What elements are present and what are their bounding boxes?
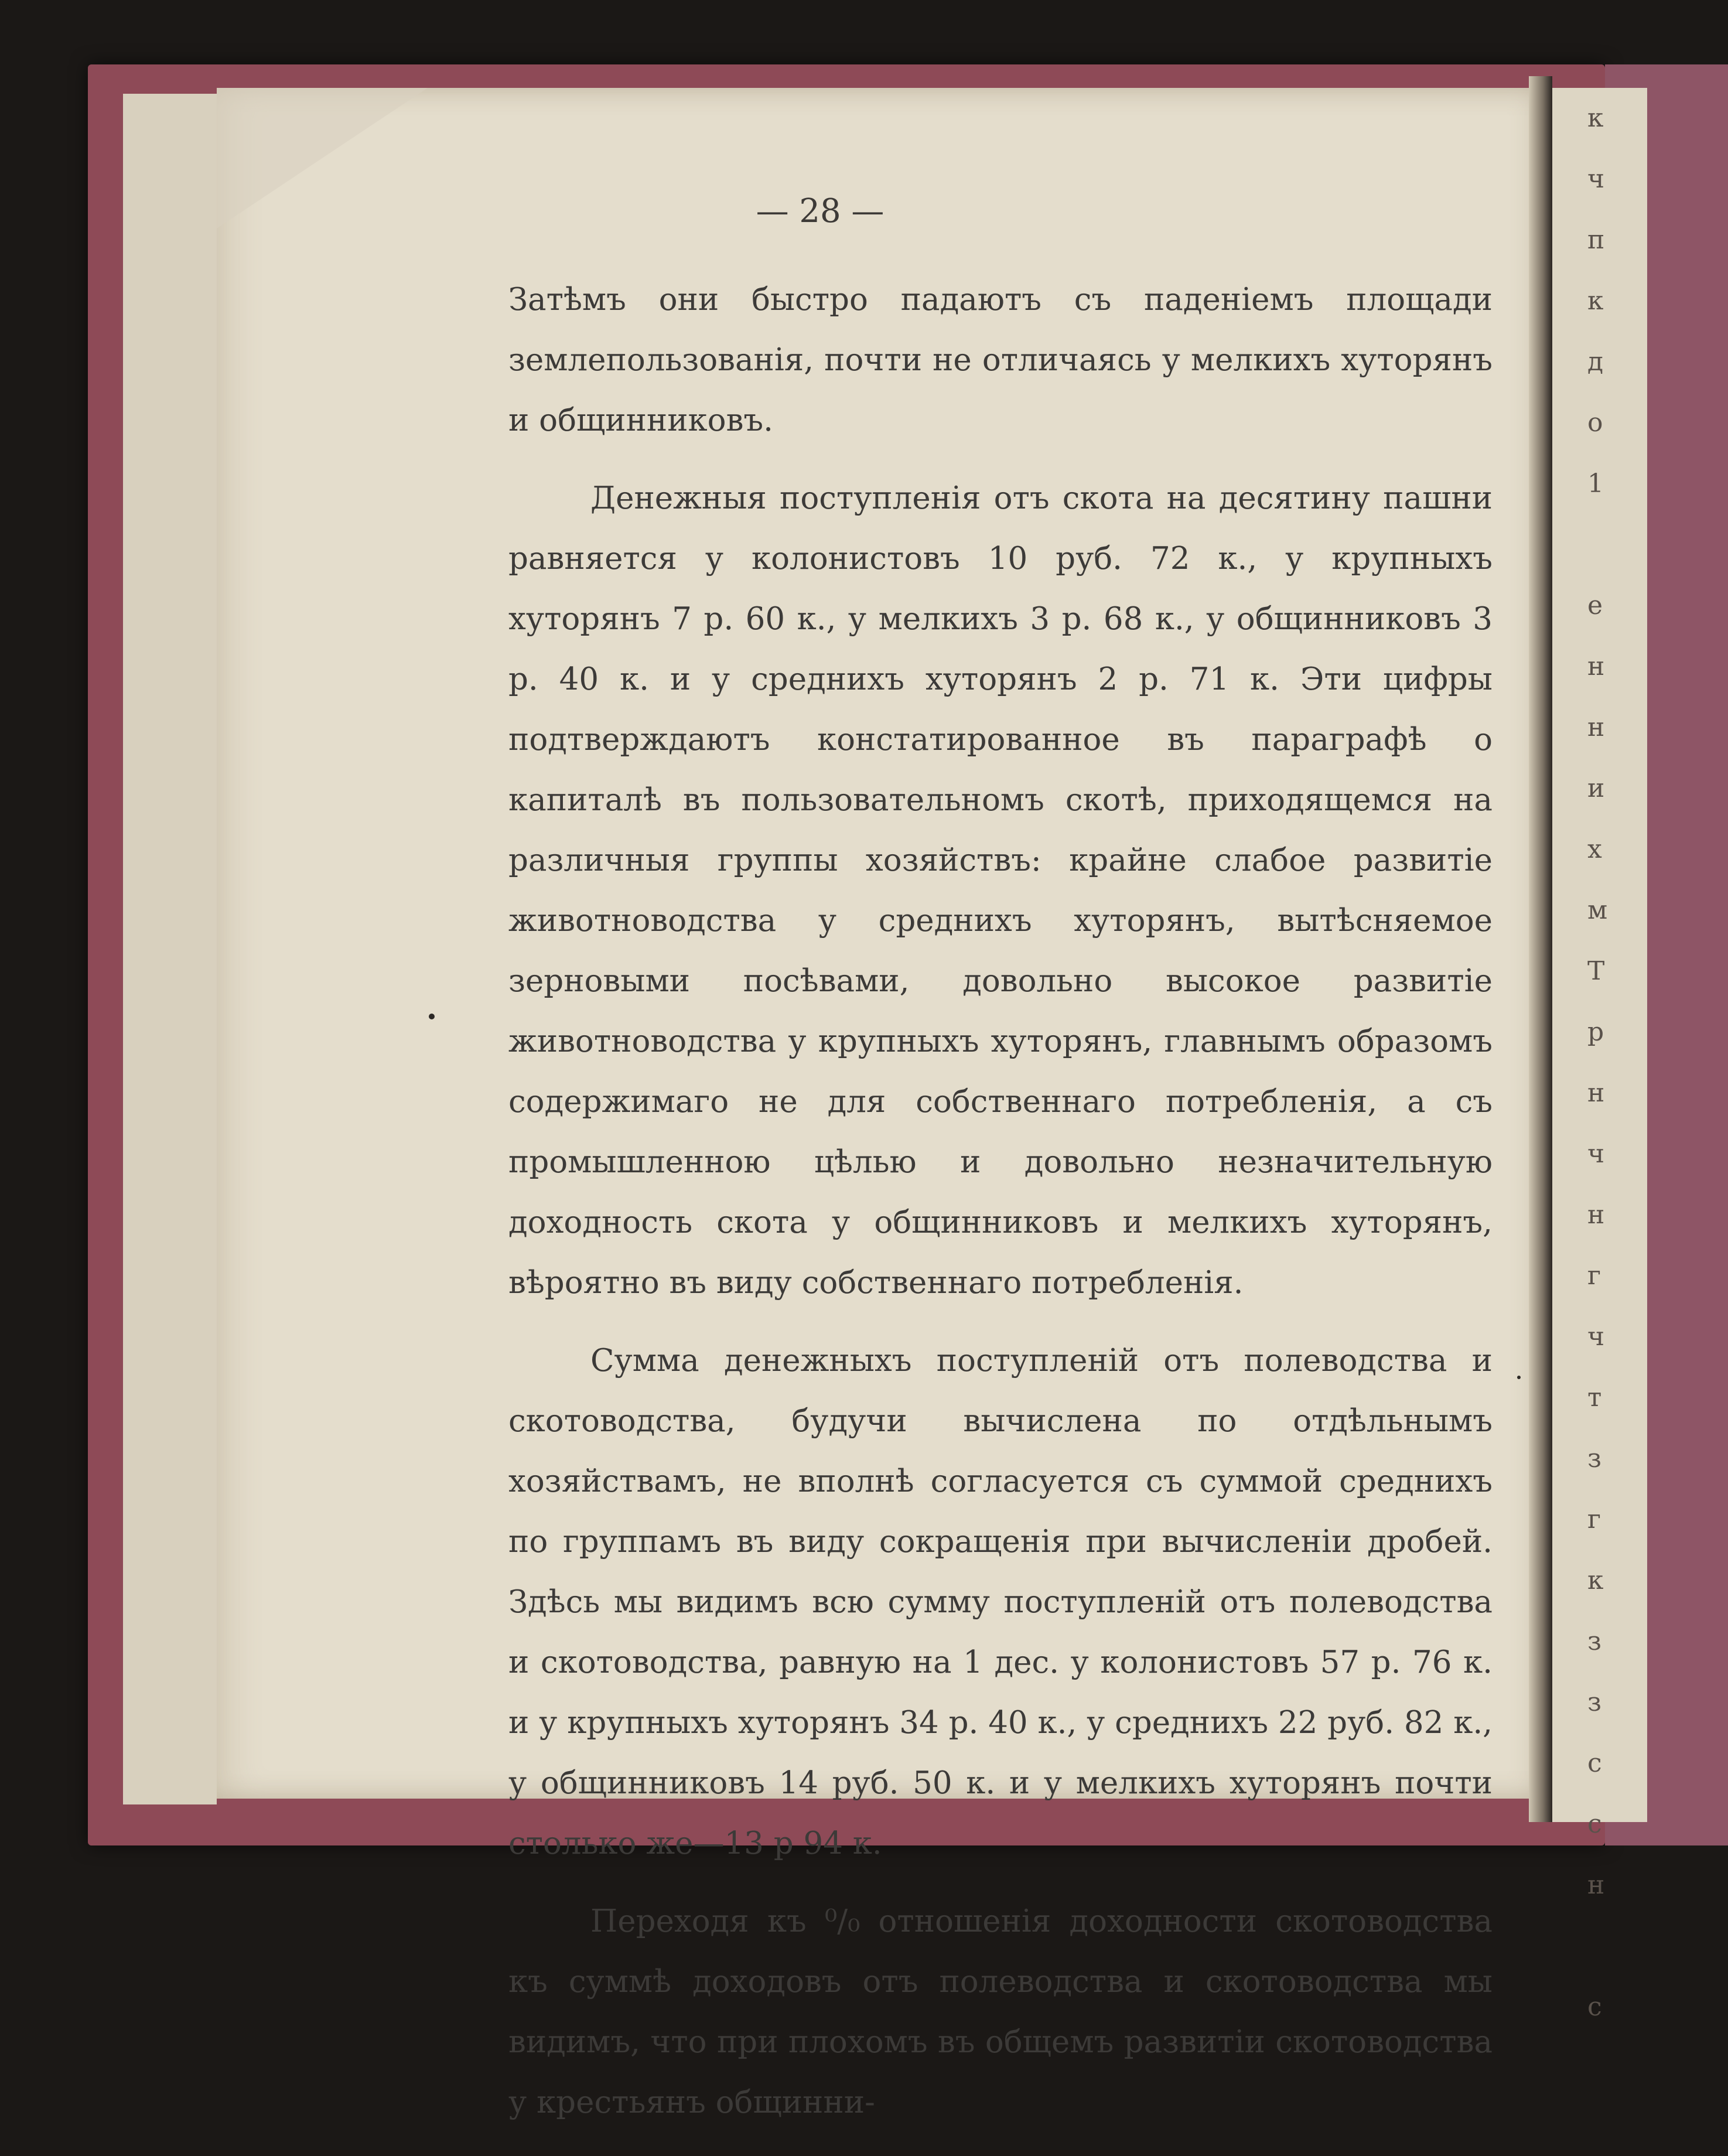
next-page-letter: е	[1587, 591, 1603, 620]
page-body-text	[508, 270, 1493, 2150]
next-page-letter: ч	[1587, 164, 1605, 194]
next-page-letter: н	[1587, 1870, 1605, 1900]
next-page-letter: т	[1587, 1383, 1602, 1413]
paragraph-2: Денежныя поступленія отъ скота на десятину пашни равняется у колонистовъ 10 руб. 72 к., у крупныхъ хуторянъ 7 р. 60 к., у мелкихъ 3 р. 68 к., у общинниковъ 3 р. 40 к. и у среднихъ хуторянъ 2 р. 71 к. Эти цифры подтверждаютъ констатированное въ параграфѣ о капиталѣ въ пользовательномъ скотѣ, приходящемся на различныя группы хозяйствъ: крайне слабое развитіе животноводства у среднихъ хуторянъ, вытѣсняемое зерновыми посѣвами, довольно высокое развитіе животноводства у крупныхъ хуторянъ, главнымъ образомъ содержимаго не для собственнаго потребленія, а съ промышленною цѣлью и довольно незначительную доходность скота у общинниковъ и мелкихъ хуторянъ, вѣроятно въ виду собственнаго потребленія.	[508, 480, 1493, 1301]
next-page-letter: з	[1587, 1444, 1601, 1473]
ink-speck	[1517, 1376, 1521, 1379]
page-corner-fold	[217, 88, 428, 228]
paragraph-4: Переходя къ ⁰/₀ отношенія доходности скотоводства къ суммѣ доходовъ отъ полеводства и скотоводства мы видимъ, что при плохомъ въ общемъ развитіи скотоводства у крестьянъ общинни-	[508, 1903, 1493, 2120]
next-page-letter: Т	[1587, 956, 1605, 986]
next-page-fragment	[1552, 88, 1647, 2022]
next-page-letter: н	[1587, 1200, 1605, 1230]
paragraph-1: Затѣмъ они быстро падаютъ съ паденіемъ площади землепользованія, почти не отличаясь у мелкихъ хуторянъ и общинниковъ.	[508, 282, 1493, 438]
next-page-letter: к	[1587, 286, 1604, 316]
page-number: — 28 —	[756, 192, 885, 230]
paragraph-3: Сумма денежныхъ поступленій отъ полеводства и скотоводства, будучи вычислена по отдѣльнымъ хозяйствамъ, не вполнѣ согласуется съ суммой среднихъ по группамъ въ виду сокращенія при вычисленіи дробей. Здѣсь мы видимъ всю сумму поступленій отъ полеводства и скотоводства, равную на 1 дес. у колонистовъ 57 р. 76 к. и у крупныхъ хуторянъ 34 р. 40 к., у среднихъ 22 руб. 82 к., у общинниковъ 14 руб. 50 к. и у мелкихъ хуторянъ почти столько же—13 р 94 к.	[508, 1343, 1493, 1861]
next-page-letter: н	[1587, 651, 1605, 681]
ink-speck	[429, 1014, 435, 1019]
next-page-letter	[1587, 514, 1646, 575]
next-page-letter: г	[1587, 1505, 1601, 1534]
next-page-letter: п	[1587, 225, 1605, 255]
page-stack-edge	[123, 94, 217, 1804]
next-page-letter: г	[1587, 1261, 1601, 1291]
next-page-letter: с	[1587, 1809, 1602, 1839]
next-page-letter: з	[1587, 1687, 1601, 1717]
next-page-letter: ч	[1587, 1139, 1605, 1169]
next-page-letter: и	[1587, 773, 1605, 803]
next-page-letter: н	[1587, 712, 1605, 742]
next-page-letter: к	[1587, 1565, 1604, 1595]
next-page-letter: о	[1587, 408, 1603, 438]
next-page-letter: з	[1587, 1626, 1601, 1656]
next-page-letter	[1587, 1916, 1646, 1977]
next-page-letter: н	[1587, 1078, 1605, 1108]
next-page-letters	[1587, 88, 1646, 2038]
next-page-letter: ч	[1587, 1322, 1605, 1352]
next-page-letter: с	[1587, 1992, 1602, 2022]
next-page-letter: х	[1587, 834, 1602, 864]
next-page-letter: д	[1587, 347, 1604, 377]
next-page-letter: р	[1587, 1017, 1604, 1047]
next-page-letter: 1	[1587, 469, 1604, 499]
book-gutter	[1529, 76, 1552, 1822]
next-page-letter: к	[1587, 103, 1604, 133]
next-page-letter: м	[1587, 895, 1608, 925]
next-page-letter: с	[1587, 1748, 1602, 1778]
